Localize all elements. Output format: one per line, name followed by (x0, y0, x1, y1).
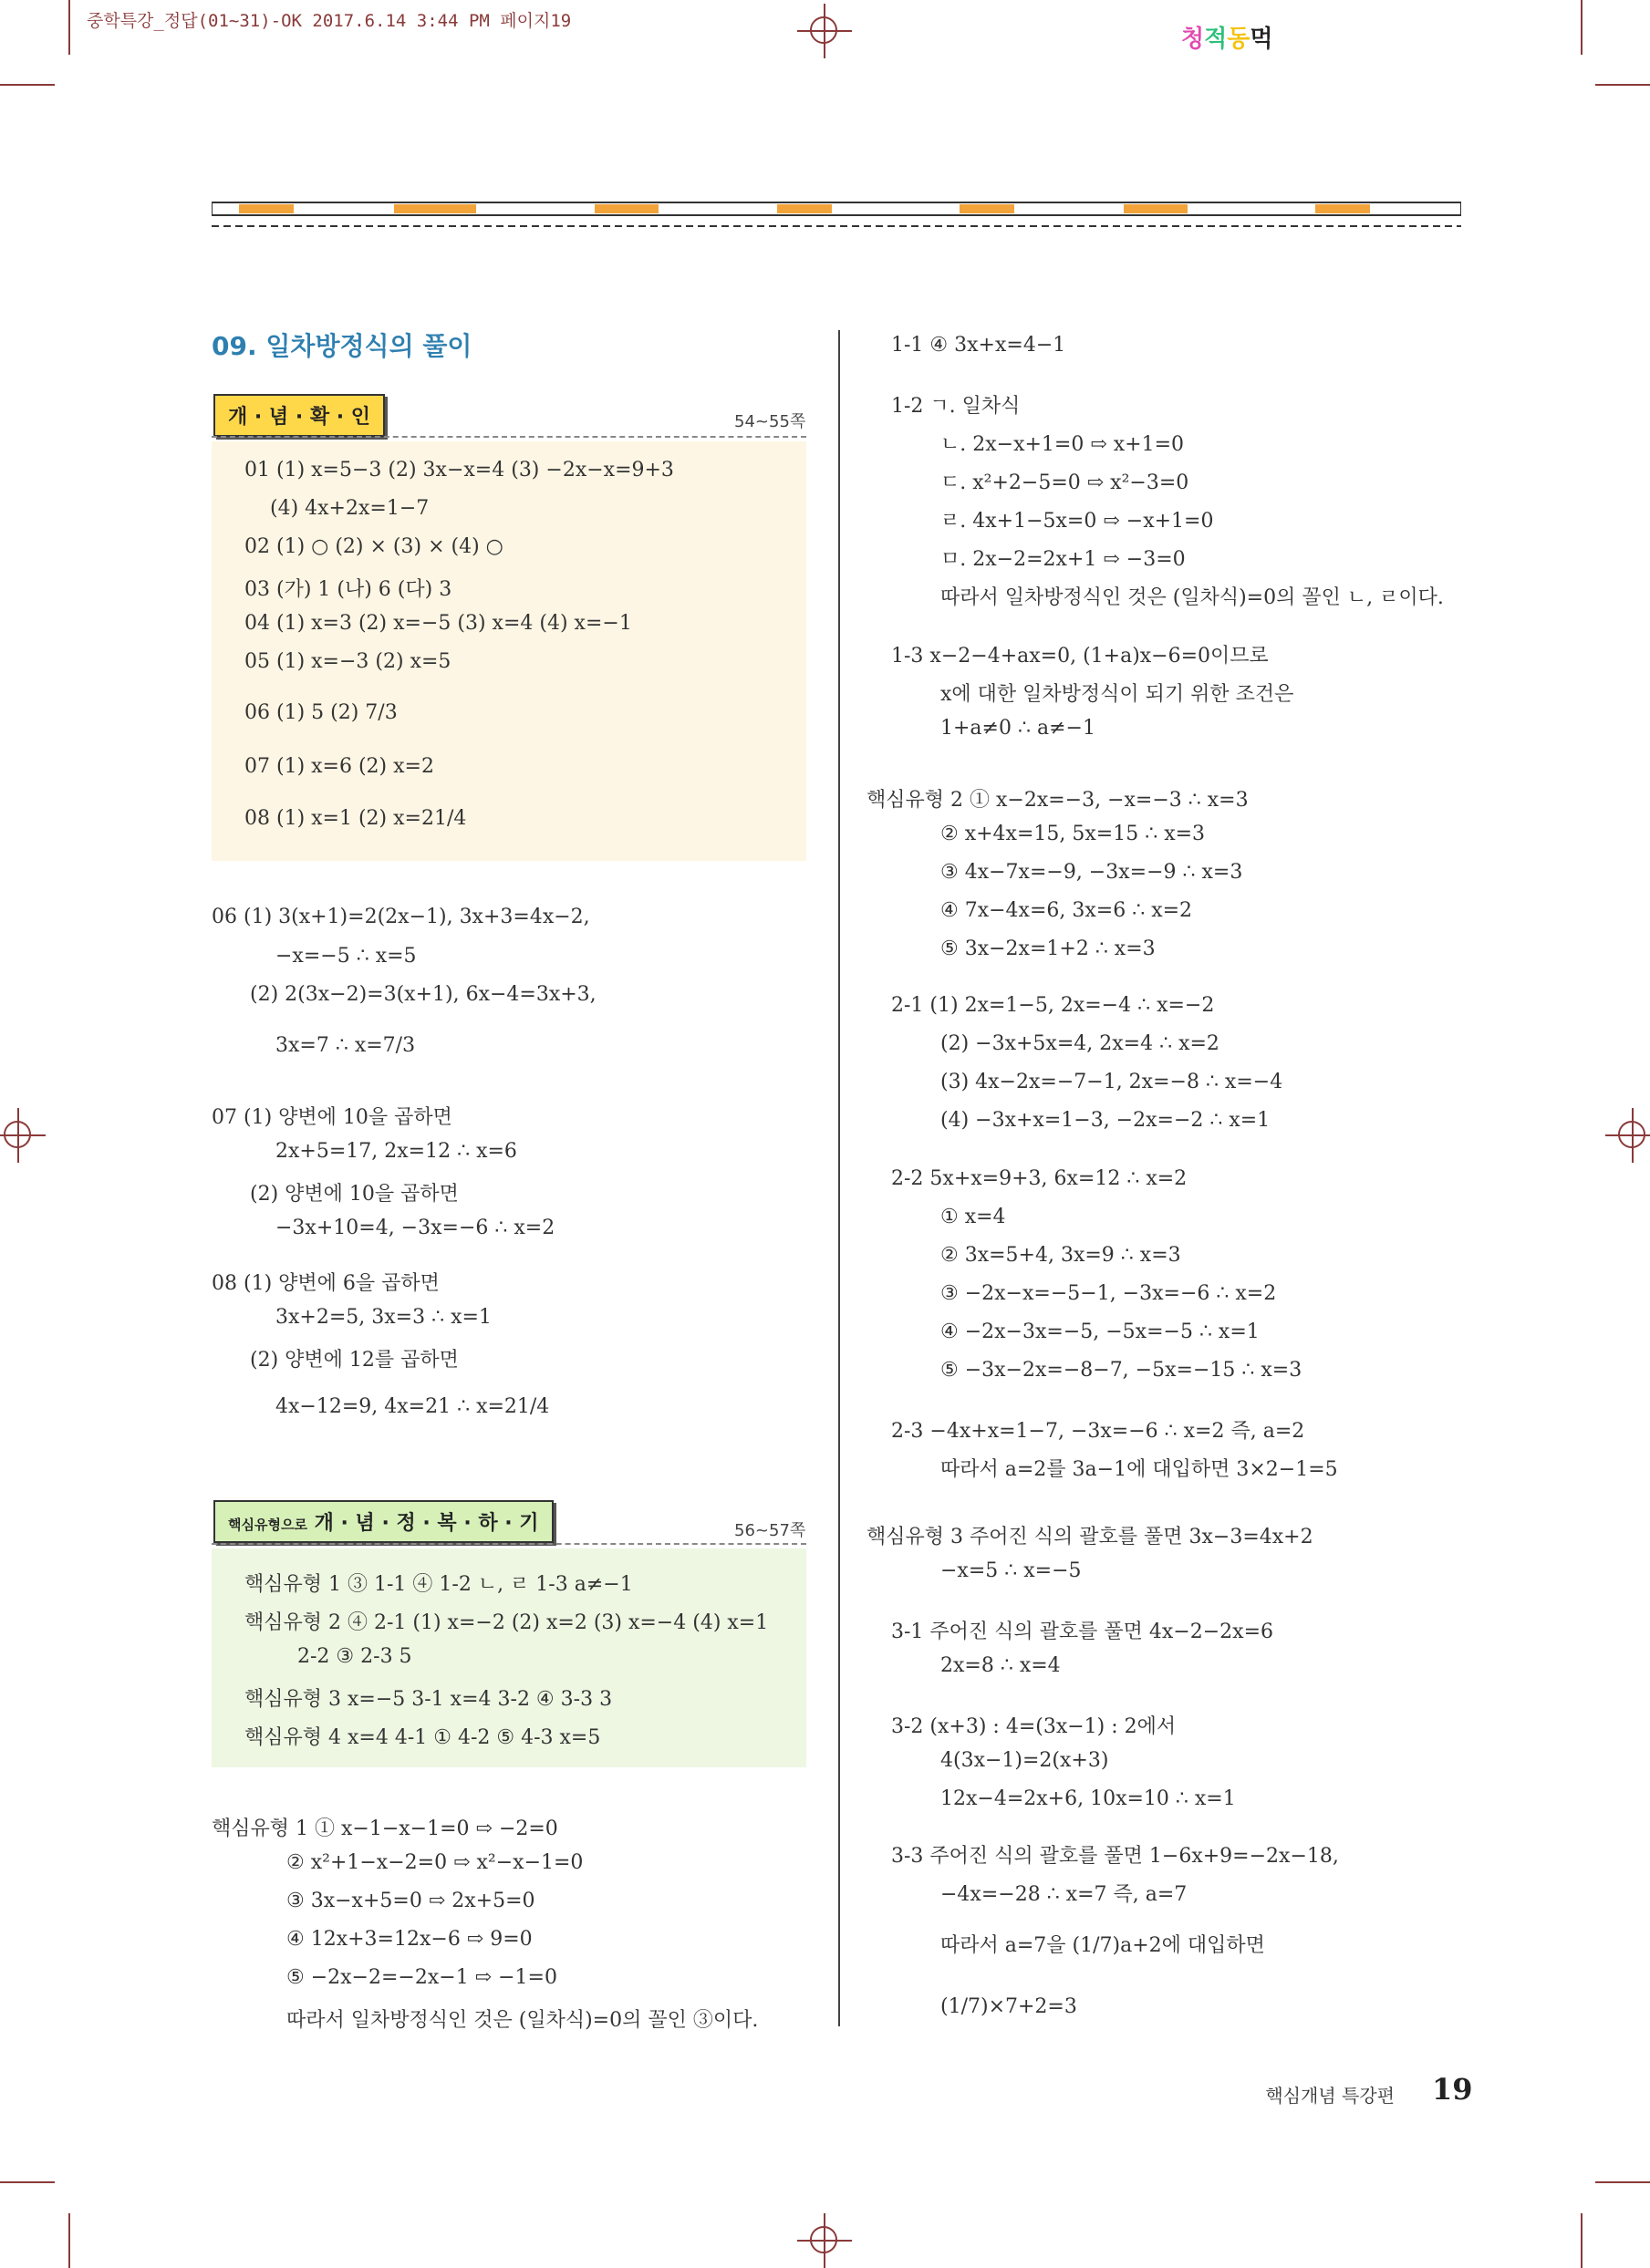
solution-line: ② 3x=5+4, 3x=9 ∴ x=3 (940, 1244, 1181, 1267)
concept-check-label: 개 · 념 · 확 · 인 (213, 394, 385, 437)
brand-logo (1181, 20, 1273, 54)
solution-line: 1-2 ㄱ. 일차식 (891, 395, 1021, 418)
divider (212, 436, 806, 438)
solution-line: 2-1 (1) 2x=1−5, 2x=−4 ∴ x=−2 (891, 994, 1215, 1017)
solution-line: ⑤ 3x−2x=1+2 ∴ x=3 (940, 937, 1156, 960)
solution-line: 핵심유형 2 ① x−2x=−3, −x=−3 ∴ x=3 (867, 789, 1249, 812)
answer-row: 핵심유형 3 x=−5 3-1 x=4 3-2 ④ 3-3 3 (244, 1688, 613, 1711)
crop-mark (1581, 2213, 1583, 2268)
solution-line: 1-3 x−2−4+ax=0, (1+a)x−6=0이므로 (891, 645, 1269, 668)
solution-line: −x=−5 ∴ x=5 (275, 945, 417, 968)
brand-char: 동 (1227, 26, 1250, 53)
solution-line: 3-2 (x+3) : 4=(3x−1) : 2에서 (891, 1715, 1177, 1738)
answer-row: 07 (1) x=6 (2) x=2 (244, 755, 434, 778)
solution-line: 4x−12=9, 4x=21 ∴ x=21/4 (275, 1395, 550, 1418)
answer-row: (4) 4x+2x=1−7 (270, 497, 430, 520)
solution-line: −4x=−28 ∴ x=7 즉, a=7 (940, 1883, 1188, 1906)
solution-line: ③ 4x−7x=−9, −3x=−9 ∴ x=3 (940, 861, 1243, 884)
crop-mark (68, 0, 70, 55)
print-slug: 중학특강_정답(01~31)-OK 2017.6.14 3:44 PM 페이지19 (87, 11, 572, 31)
page-range: 56~57쪽 (734, 1521, 806, 1540)
label-prefix: 핵심유형으로 (228, 1517, 307, 1533)
answer-row: 핵심유형 2 ④ 2-1 (1) x=−2 (2) x=2 (3) x=−4 (4) x=1 (244, 1611, 769, 1634)
solution-line: 3x+2=5, 3x=3 ∴ x=1 (275, 1306, 492, 1329)
brand-char: 적 (1204, 26, 1228, 53)
concept-review-label (213, 1500, 554, 1543)
solution-line: (2) 양변에 12를 곱하면 (250, 1349, 459, 1372)
solution-line: x에 대한 일차방정식이 되기 위한 조건은 (940, 683, 1294, 706)
solution-line: ㄷ. x²+2−5=0 ⇨ x²−3=0 (940, 471, 1189, 494)
solution-line: ② x²+1−x−2=0 ⇨ x²−x−1=0 (286, 1851, 584, 1874)
solution-line: 06 (1) 3(x+1)=2(2x−1), 3x+3=4x−2, (212, 906, 590, 928)
answer-row: 05 (1) x=−3 (2) x=5 (244, 650, 451, 673)
solution-line: 07 (1) 양변에 10을 곱하면 (212, 1106, 452, 1129)
solution-line: 따라서 a=7을 (1/7)a+2에 대입하면 (940, 1934, 1265, 1957)
solution-line: 1-1 ④ 3x+x=4−1 (891, 334, 1066, 357)
solution-line: ㅁ. 2x−2=2x+1 ⇨ −3=0 (940, 548, 1186, 571)
solution-line: −x=5 ∴ x=−5 (940, 1559, 1082, 1582)
solution-line: 2x=8 ∴ x=4 (940, 1654, 1061, 1677)
solution-line: 2-3 −4x+x=1−7, −3x=−6 ∴ x=2 즉, a=2 (891, 1420, 1305, 1443)
solution-line: 3-1 주어진 식의 괄호를 풀면 4x−2−2x=6 (891, 1621, 1274, 1643)
label-text: 개 · 념 · 정 · 복 · 하 · 기 (314, 1512, 539, 1535)
solution-line: ③ −2x−x=−5−1, −3x=−6 ∴ x=2 (940, 1282, 1277, 1305)
solution-line: 1+a≠0 ∴ a≠−1 (940, 717, 1095, 740)
solution-line: 4(3x−1)=2(x+3) (940, 1749, 1109, 1772)
solution-line: 3x=7 ∴ x=7/3 (275, 1034, 416, 1057)
solution-line: (4) −3x+x=1−3, −2x=−2 ∴ x=1 (940, 1109, 1271, 1132)
answer-row: 01 (1) x=5−3 (2) 3x−x=4 (3) −2x−x=9+3 (244, 459, 674, 482)
crop-mark (1595, 2181, 1650, 2183)
answer-row: 핵심유형 4 x=4 4-1 ① 4-2 ⑤ 4-3 x=5 (244, 1726, 601, 1749)
solution-line: 핵심유형 1 ① x−1−x−1=0 ⇨ −2=0 (212, 1818, 558, 1840)
solution-line: 따라서 일차방정식인 것은 (일차식)=0의 꼴인 ③이다. (286, 2009, 759, 2032)
crop-mark (1581, 0, 1583, 55)
solution-line: ③ 3x−x+5=0 ⇨ 2x+5=0 (286, 1890, 535, 1912)
solution-line: 2-2 5x+x=9+3, 6x=12 ∴ x=2 (891, 1167, 1188, 1190)
answer-row: 2-2 ③ 2-3 5 (297, 1645, 412, 1668)
divider (212, 1543, 806, 1545)
solution-line: ④ 12x+3=12x−6 ⇨ 9=0 (286, 1928, 533, 1951)
solution-line: 3-3 주어진 식의 괄호를 풀면 1−6x+9=−2x−18, (891, 1845, 1339, 1868)
solution-line: 2x+5=17, 2x=12 ∴ x=6 (275, 1140, 517, 1163)
crop-mark (1595, 84, 1650, 86)
solution-line: (2) 2(3x−2)=3(x+1), 6x−4=3x+3, (250, 983, 597, 1006)
solution-line: ⑤ −2x−2=−2x−1 ⇨ −1=0 (286, 1966, 557, 1989)
solution-line: ④ −2x−3x=−5, −5x=−5 ∴ x=1 (940, 1320, 1260, 1343)
solution-line: −3x+10=4, −3x=−6 ∴ x=2 (275, 1217, 555, 1239)
section-title: 09. 일차방정식의 풀이 (212, 331, 472, 361)
registration-mark-icon (797, 4, 852, 58)
solution-line: ② x+4x=15, 5x=15 ∴ x=3 (940, 823, 1206, 845)
answer-row: 03 (가) 1 (나) 6 (다) 3 (244, 578, 452, 601)
crop-mark (0, 2181, 55, 2183)
solution-line: (3) 4x−2x=−7−1, 2x=−8 ∴ x=−4 (940, 1071, 1283, 1093)
solution-line: ㄹ. 4x+1−5x=0 ⇨ −x+1=0 (940, 510, 1214, 533)
registration-mark-icon (797, 2213, 852, 2268)
solution-line: (2) 양변에 10을 곱하면 (250, 1183, 459, 1206)
brand-char: 먹 (1250, 26, 1273, 53)
solution-line: ㄴ. 2x−x+1=0 ⇨ x+1=0 (940, 433, 1185, 456)
page-number: 19 (1432, 2072, 1473, 2107)
answer-row: 04 (1) x=3 (2) x=−5 (3) x=4 (4) x=−1 (244, 612, 632, 635)
solution-line: ④ 7x−4x=6, 3x=6 ∴ x=2 (940, 899, 1193, 922)
solution-line: 따라서 일차방정식인 것은 (일차식)=0의 꼴인 ㄴ, ㄹ이다. (940, 586, 1444, 609)
crop-mark (0, 84, 55, 86)
solution-line: 핵심유형 3 주어진 식의 괄호를 풀면 3x−3=4x+2 (867, 1526, 1313, 1548)
answer-row: 핵심유형 1 ③ 1-1 ④ 1-2 ㄴ, ㄹ 1-3 a≠−1 (244, 1573, 633, 1596)
book-title: 핵심개념 특강편 (1265, 2085, 1395, 2107)
solution-line: 08 (1) 양변에 6을 곱하면 (212, 1272, 440, 1295)
answer-row: 08 (1) x=1 (2) x=21/4 (244, 807, 467, 830)
registration-mark-icon (0, 1108, 46, 1163)
crop-mark (68, 2213, 70, 2268)
page-range: 54~55쪽 (734, 412, 806, 431)
solution-line: 따라서 a=2를 3a−1에 대입하면 3×2−1=5 (940, 1458, 1338, 1481)
solution-line: ① x=4 (940, 1206, 1006, 1228)
solution-line: (1/7)×7+2=3 (940, 1995, 1077, 2018)
brand-char: 청 (1181, 26, 1205, 53)
solution-line: ⑤ −3x−2x=−8−7, −5x=−15 ∴ x=3 (940, 1359, 1302, 1382)
answer-row: 06 (1) 5 (2) 7/3 (244, 701, 398, 724)
column-divider (838, 330, 840, 2026)
solution-line: 12x−4=2x+6, 10x=10 ∴ x=1 (940, 1787, 1236, 1810)
registration-mark-icon (1605, 1108, 1650, 1163)
decorative-banner (212, 199, 1461, 235)
answer-row: 02 (1) ○ (2) × (3) × (4) ○ (244, 535, 503, 558)
solution-line: (2) −3x+5x=4, 2x=4 ∴ x=2 (940, 1032, 1219, 1055)
